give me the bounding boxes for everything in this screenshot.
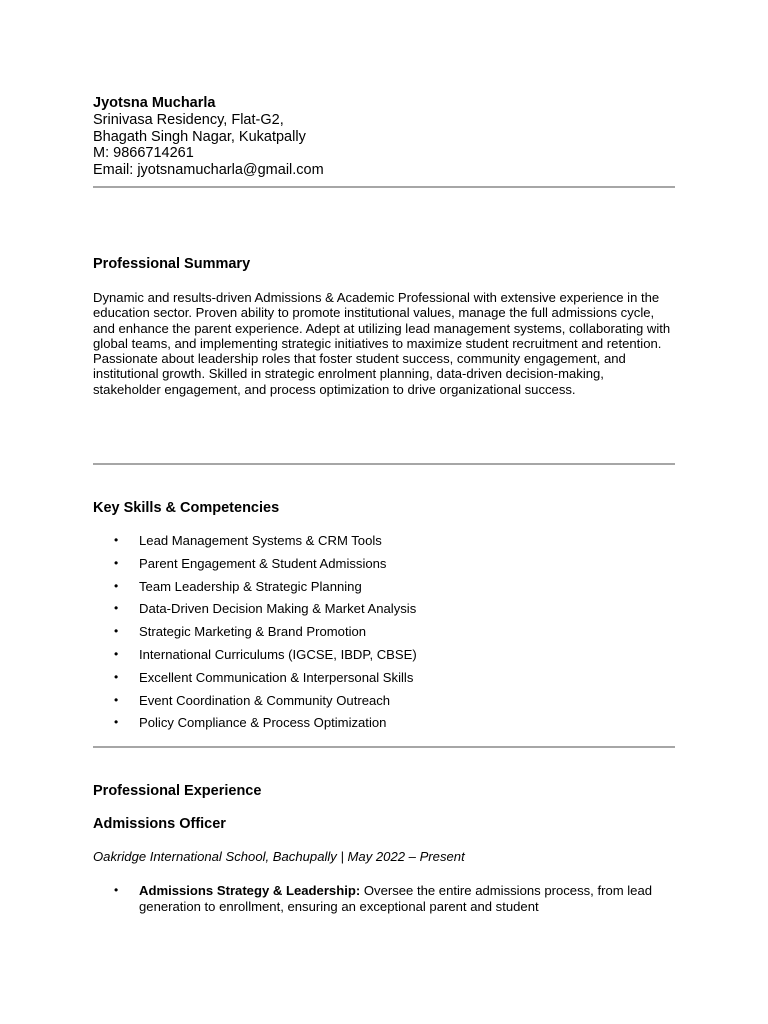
list-item [93,532,417,555]
skill-label: International Curriculums (IGCSE, IBDP, CBSE) [139,646,417,662]
skill-label: Event Coordination & Community Outreach [139,692,391,708]
skill-label: Team Leadership & Strategic Planning [139,578,362,594]
list-item [93,623,417,646]
skills-list [93,532,417,737]
divider [93,746,675,748]
job-title: Admissions Officer [93,816,226,832]
bullet-glyph: • [114,555,119,570]
bullet-glyph: • [114,646,119,661]
skill-label: Lead Management Systems & CRM Tools [139,533,382,548]
candidate-name: Jyotsna Mucharla [93,95,216,111]
list-item [93,578,417,601]
bullet-lead: Admissions Strategy & Leadership: [139,883,361,898]
list-item [93,555,417,578]
skill-label: Parent Engagement & Student Admissions [139,555,387,571]
resume-page [93,0,675,1024]
list-item [93,714,417,737]
email-address: Email: jyotsnamucharla@gmail.com [93,162,324,179]
bullet-glyph: • [114,692,119,707]
skills-heading: Key Skills & Competencies [93,500,280,516]
skill-label: Strategic Marketing & Brand Promotion [139,624,367,640]
bullet-glyph: • [114,533,119,547]
bullet-glyph: • [114,669,119,684]
company-and-dates: Oakridge International School, Bachupally | May 2022 – Present [93,849,465,864]
bullet-glyph: • [114,883,119,897]
divider [93,463,675,465]
bullet-text: Oversee the entire admissions process, from lead generation to enrollment, ensuring an exceptional parent and student [139,883,653,914]
list-item [93,883,675,915]
bullet-glyph: • [114,715,119,730]
list-item [93,669,417,692]
divider [93,186,675,188]
list-item [93,646,417,669]
contact-block [93,95,324,179]
skill-label: Data-Driven Decision Making & Market Analysis [139,601,417,617]
skill-label: Policy Compliance & Process Optimization [139,715,387,731]
experience-heading: Professional Experience [93,783,262,799]
bullet-glyph: • [114,624,119,639]
address-line-2: Bhagath Singh Nagar, Kukatpally [93,128,306,145]
skill-label: Excellent Communication & Interpersonal Skills [139,669,414,685]
summary-text: Dynamic and results-driven Admissions & Academic Professional with extensive experience in the education sector. Proven ability to promote institutional values, manage the full admissions cycle, and enhance the parent experience. Adept at utilizing lead management systems, collaborating with global teams, and implementing strategic initiatives to maximize student recruitment and retention. Passionate about leadership roles that foster student success, community engagement, and institutional growth. Skilled in strategic enrolment planning, data-driven decision-making, stakeholder engagement, and process optimization to drive organizational success. [93,290,671,397]
list-item [93,600,417,623]
list-item [93,692,417,715]
phone-number: M: 9866714261 [93,145,194,162]
bullet-glyph: • [114,601,119,616]
experience-bullets [93,883,675,915]
bullet-glyph: • [114,578,119,593]
summary-heading: Professional Summary [93,256,251,272]
address-line-1: Srinivasa Residency, Flat-G2, [93,111,284,128]
